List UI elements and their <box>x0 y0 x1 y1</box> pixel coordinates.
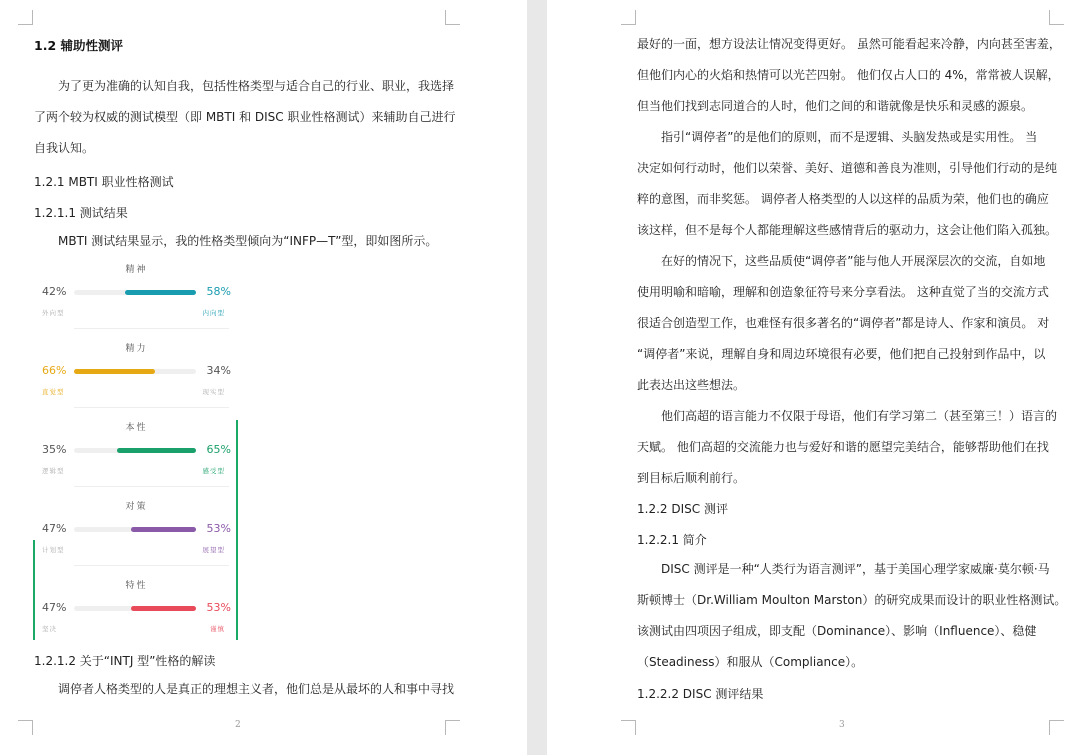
page-corner-mark <box>1049 720 1064 735</box>
trait-block <box>34 420 239 492</box>
paragraph-line: 该测试由四项因子组成，即支配（Dominance）、影响（Influence）、稳健 <box>637 624 1037 638</box>
paragraph-line: 了两个较为权威的测试模型（即 MBTI 和 DISC 职业性格测试）来辅助自己进行 <box>34 110 456 124</box>
document-page-right <box>547 0 1080 755</box>
page-corner-mark <box>621 720 636 735</box>
trait-divider <box>74 486 229 487</box>
trait-left-label: 逻辑型 <box>42 467 65 475</box>
paragraph-line: 该这样，但不是每个人都能理解这些感情背后的驱动力，这会让他们陷入孤独。 <box>637 223 1058 237</box>
trait-left-label: 坚决 <box>42 625 57 633</box>
paragraph-line: 使用明喻和暗喻，理解和创造象征符号来分享看法。 这种直觉了当的交流方式 <box>637 285 1049 299</box>
green-side-rule <box>33 540 35 640</box>
trait-right-label: 感受型 <box>202 467 225 475</box>
trait-divider <box>74 565 229 566</box>
trait-right-percent: 58% <box>206 285 231 298</box>
paragraph-line: 粹的意图，而非奖惩。 调停者人格类型的人以这样的品质为荣，他们也的确应 <box>637 192 1049 206</box>
trait-block <box>34 341 239 413</box>
page-number: 2 <box>235 720 241 730</box>
paragraph-line: 斯顿博士（Dr.William Moulton Marston）的研究成果而设计的职业性格测试。 <box>637 593 1067 607</box>
subsection-heading: 1.2.2 DISC 测评 <box>637 502 728 516</box>
page-corner-mark <box>18 720 33 735</box>
trait-title: 对策 <box>125 502 148 512</box>
trait-bar-fill <box>74 369 155 374</box>
trait-bar-fill <box>131 527 196 532</box>
paragraph-line: DISC 测评是一种“人类行为语言测评”，基于美国心理学家威廉·莫尔顿·马 <box>661 562 1050 576</box>
trait-bar-fill <box>117 448 196 453</box>
trait-block <box>34 578 239 650</box>
trait-right-label: 内向型 <box>202 309 225 317</box>
paragraph-line: 决定如何行动时，他们以荣誉、美好、道德和善良为准则，引导他们行动的是纯 <box>637 161 1058 175</box>
document-page-left <box>0 0 527 755</box>
trait-bar-track <box>74 369 196 374</box>
paragraph-line: 调停者人格类型的人是真正的理想主义者，他们总是从最坏的人和事中寻找 <box>58 682 455 696</box>
paragraph-line: 指引“调停者”的是他们的原则，而不是逻辑、头脑发热或是实用性。 当 <box>661 130 1038 144</box>
page-corner-mark <box>1049 10 1064 25</box>
subsubsection-heading: 1.2.2.2 DISC 测评结果 <box>637 687 764 701</box>
paragraph-line: 此表达出这些想法。 <box>637 378 746 392</box>
trait-right-label: 展望型 <box>202 546 225 554</box>
trait-left-label: 直觉型 <box>42 388 65 396</box>
page-number: 3 <box>839 720 845 730</box>
paragraph-line: MBTI 测试结果显示，我的性格类型倾向为“INFP—T”型，即如图所示。 <box>58 234 438 248</box>
page-corner-mark <box>445 10 460 25</box>
trait-bar-track <box>74 527 196 532</box>
trait-left-percent: 42% <box>42 285 67 298</box>
subsubsection-heading: 1.2.1.2 关于“INTJ 型”性格的解读 <box>34 654 216 668</box>
trait-divider <box>74 407 229 408</box>
trait-title: 精力 <box>125 344 148 354</box>
paragraph-line: （Steadiness）和服从（Compliance）。 <box>637 655 864 669</box>
page-corner-mark <box>621 10 636 25</box>
trait-divider <box>74 328 229 329</box>
trait-bar-track <box>74 606 196 611</box>
paragraph-line: “调停者”来说，理解自身和周边环境很有必要，他们把自己投射到作品中，以 <box>637 347 1046 361</box>
subsubsection-heading: 1.2.1.1 测试结果 <box>34 206 128 220</box>
subsubsection-heading: 1.2.2.1 简介 <box>637 533 707 547</box>
paragraph-line: 自我认知。 <box>34 141 95 155</box>
trait-right-percent: 65% <box>206 443 231 456</box>
section-heading: 1.2 辅助性测评 <box>34 38 123 53</box>
paragraph-line: 到目标后顺利前行。 <box>637 471 746 485</box>
trait-left-percent: 35% <box>42 443 67 456</box>
trait-bar-track <box>74 448 196 453</box>
trait-bar-track <box>74 290 196 295</box>
trait-right-label: 现实型 <box>202 388 225 396</box>
page-corner-mark <box>445 720 460 735</box>
paragraph-line: 但当他们找到志同道合的人时，他们之间的和谐就像是快乐和灵感的源泉。 <box>637 99 1034 113</box>
page-corner-mark <box>18 10 33 25</box>
paragraph-line: 为了更为准确的认知自我，包括性格类型与适合自己的行业、职业，我选择 <box>58 79 455 93</box>
trait-block <box>34 499 239 571</box>
trait-bar-fill <box>125 290 196 295</box>
trait-bar-fill <box>131 606 196 611</box>
trait-left-label: 外向型 <box>42 309 65 317</box>
trait-left-label: 计划型 <box>42 546 65 554</box>
trait-block <box>34 262 239 334</box>
trait-right-percent: 53% <box>206 601 231 614</box>
trait-title: 本性 <box>125 423 148 433</box>
trait-title: 特性 <box>125 581 148 591</box>
paragraph-line: 但他们内心的火焰和热情可以光芒四射。 他们仅占人口的 4%，常常被人误解， <box>637 68 1060 82</box>
paragraph-line: 在好的情况下，这些品质使“调停者”能与他人开展深层次的交流，自如地 <box>661 254 1046 268</box>
trait-left-percent: 66% <box>42 364 67 377</box>
trait-title: 精神 <box>125 265 148 275</box>
paragraph-line: 很适合创造型工作，也难怪有很多著名的“调停者”都是诗人、作家和演员。 对 <box>637 316 1050 330</box>
paragraph-line: 他们高超的语言能力不仅限于母语，他们有学习第二（甚至第三！）语言的 <box>661 409 1058 423</box>
subsection-heading: 1.2.1 MBTI 职业性格测试 <box>34 175 174 189</box>
trait-left-percent: 47% <box>42 601 67 614</box>
trait-left-percent: 47% <box>42 522 67 535</box>
paragraph-line: 最好的一面，想方设法让情况变得更好。 虽然可能看起来冷静，内向甚至害羞， <box>637 37 1061 51</box>
trait-right-percent: 53% <box>206 522 231 535</box>
trait-right-percent: 34% <box>206 364 231 377</box>
green-side-rule <box>236 420 238 640</box>
trait-right-label: 谨慎 <box>210 625 225 633</box>
paragraph-line: 天赋。 他们高超的交流能力也与爱好和谐的愿望完美结合，能够帮助他们在找 <box>637 440 1049 454</box>
